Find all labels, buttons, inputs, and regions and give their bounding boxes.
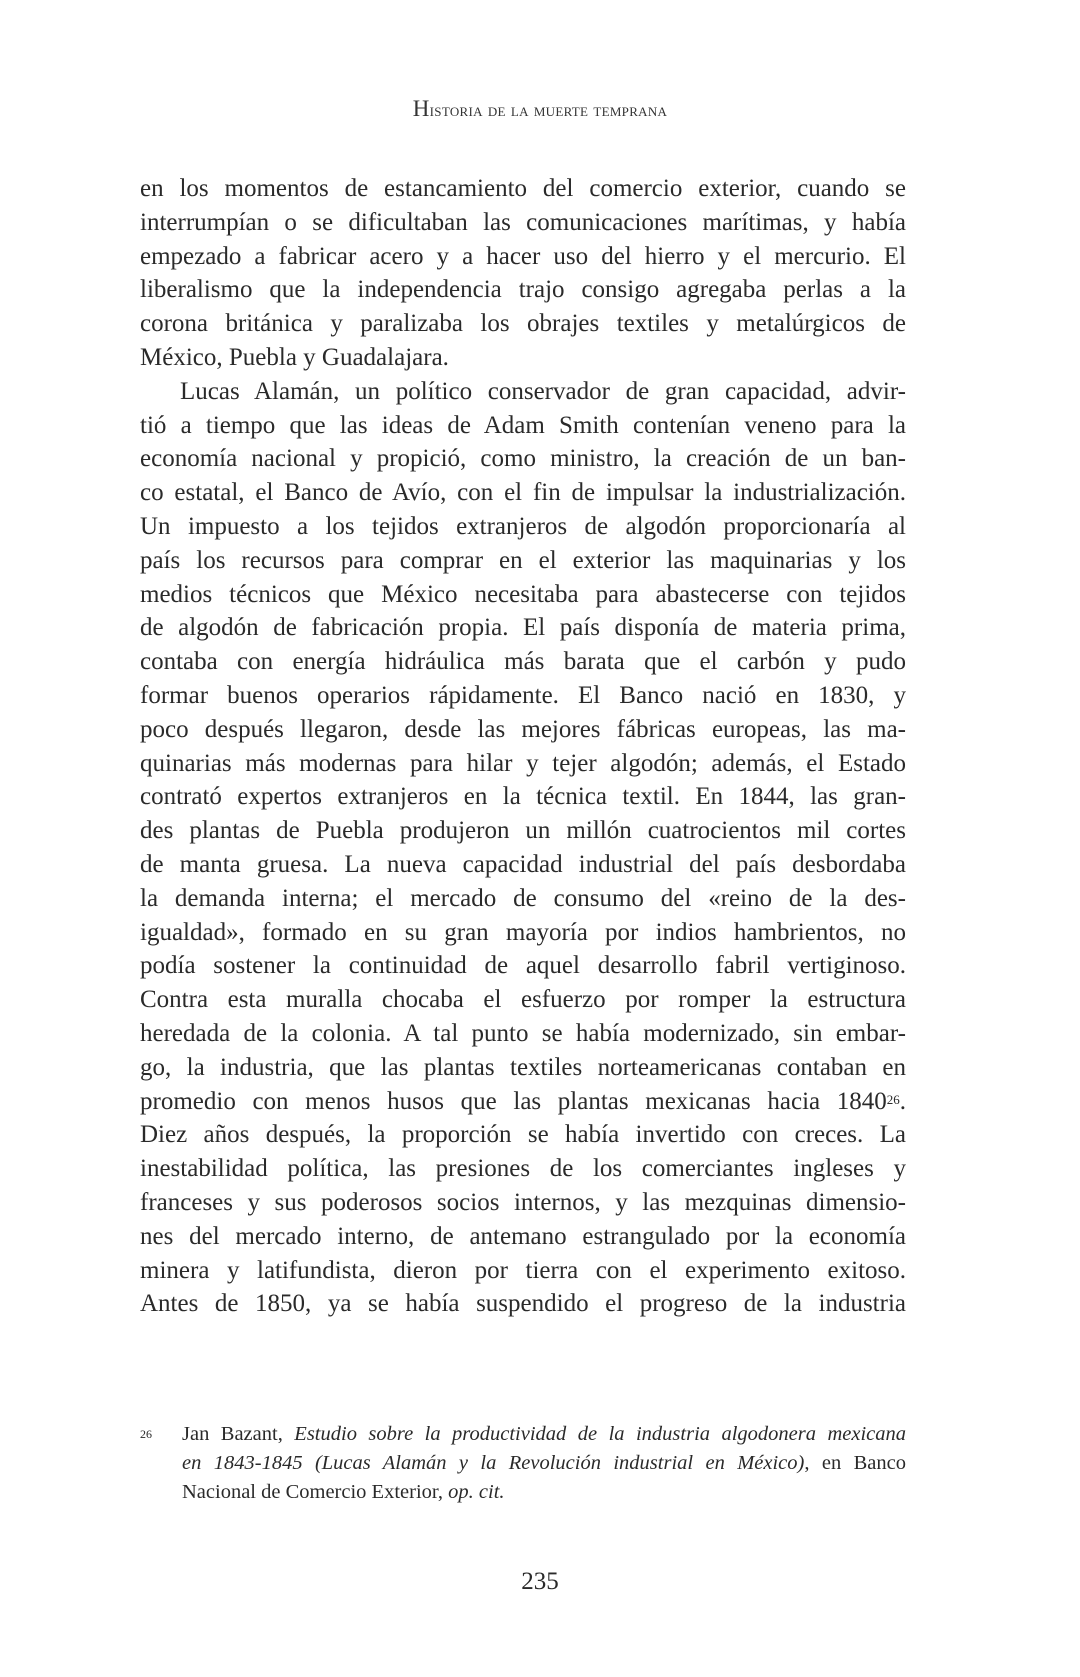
text-line: en los momentos de estancamiento del comercio exterior, cuando se (140, 175, 906, 202)
paragraph-start-line: Lucas Alamán, un político conservador de gran capacidad, advir- (180, 377, 906, 405)
footnote-body (182, 1420, 906, 1507)
text-line: México, Puebla y Guadalajara. (140, 343, 449, 371)
text-line: interrumpían o se dificultaban las comunicaciones marítimas, y había (140, 208, 906, 236)
text-line: co estatal, el Banco de Avío, con el fin de impulsar la industrialización. (140, 479, 906, 507)
text-line: nes del mercado interno, de antemano estrangulado por la economía (140, 1222, 906, 1250)
text-line: país los recursos para comprar en el exterior las maquinarias y los (140, 546, 906, 574)
footnote-line (182, 1478, 906, 1507)
page-number: 235 (521, 1568, 559, 1595)
text-line: Diez años después, la proporción se había invertido con creces. La (140, 1121, 906, 1149)
footnote-title: Estudio sobre la productividad de la industria algodonera mexicana (294, 1423, 906, 1445)
text-line: igualdad», formado en su gran mayoría por indios hambrientos, no (140, 918, 906, 946)
text-line: corona británica y paralizaba los obrajes textiles y metalúrgicos de (140, 310, 906, 338)
text-line: podía sostener la continuidad de aquel desarrollo fabril vertiginoso. (140, 952, 906, 980)
sentence-period: . (899, 1087, 906, 1115)
running-head (0, 96, 1080, 122)
text-line: minera y latifundista, dieron por tierra con el experimento exitoso. (140, 1256, 906, 1284)
text-line-content: promedio con menos husos que las plantas mexicanas hacia 1840 (140, 1087, 887, 1115)
text-line: franceses y sus poderosos socios internos, y las mezquinas dimensio- (140, 1188, 906, 1216)
text-line: medios técnicos que México necesitaba para abastecerse con tejidos (140, 580, 906, 608)
running-head-initial: H (412, 96, 430, 121)
footnote-number: 26 (140, 1427, 152, 1441)
text-line: poco después llegaron, desde las mejores fábricas europeas, las ma- (140, 715, 906, 743)
text-line: Un impuesto a los tejidos extranjeros de algodón proporcionaría al (140, 512, 906, 540)
text-line: empezado a fabricar acero y a hacer uso del hierro y el mercurio. El (140, 242, 906, 270)
text-line: Contra esta muralla chocaba el esfuerzo por romper la estructura (140, 986, 906, 1014)
footnote-line (182, 1420, 906, 1449)
text-line: des plantas de Puebla produjeron un millón cuatrocientos mil cortes (140, 817, 906, 845)
text-line: inestabilidad política, las presiones de los comerciantes ingleses y (140, 1155, 906, 1183)
footnote-author: Jan Bazant, (182, 1423, 295, 1445)
body-text (140, 172, 906, 1321)
text-line: de algodón de fabricación propia. El país disponía de materia prima, (140, 614, 906, 642)
text-line: economía nacional y propició, como ministro, la creación de un ban- (140, 445, 906, 473)
text-line: de manta gruesa. La nueva capacidad industrial del país desbordaba (140, 850, 906, 878)
text-line: formar buenos operarios rápidamente. El Banco nació en 1830, y (140, 681, 906, 709)
text-line: go, la industria, que las plantas textiles norteamericanas contaban en (140, 1053, 906, 1081)
text-line: la demanda interna; el mercado de consumo del «reino de la des- (140, 884, 906, 912)
text-line: liberalismo que la independencia trajo consigo agregaba perlas a la (140, 276, 906, 304)
text-line: contrató expertos extranjeros en la técnica textil. En 1844, las gran- (140, 783, 906, 811)
footnote-title-cont: en 1843-1845 (Lucas Alamán y la Revolución industrial en México) (182, 1452, 805, 1474)
footnote-reference[interactable]: 26 (886, 1091, 900, 1107)
footnote-publisher-start: , en Banco (804, 1452, 906, 1474)
text-line: heredada de la colonia. A tal punto se había modernizado, sin embar- (140, 1019, 906, 1047)
footnote-op-cit: op. cit. (448, 1481, 505, 1503)
footnote-publisher: Nacional de Comercio Exterior, (182, 1481, 449, 1503)
footnote (140, 1420, 906, 1507)
text-line: Antes de 1850, ya se había suspendido el progreso de la industria (140, 1290, 906, 1318)
footnote-line (182, 1449, 906, 1478)
text-line: tió a tiempo que las ideas de Adam Smith contenían veneno para la (140, 411, 906, 439)
text-line: contaba con energía hidráulica más barata que el carbón y pudo (140, 648, 906, 676)
text-line-with-footnote-ref (140, 1085, 906, 1119)
text-line: quinarias más modernas para hilar y tejer algodón; además, el Estado (140, 749, 906, 777)
running-head-title: istoria de la muerte temprana (429, 100, 668, 121)
